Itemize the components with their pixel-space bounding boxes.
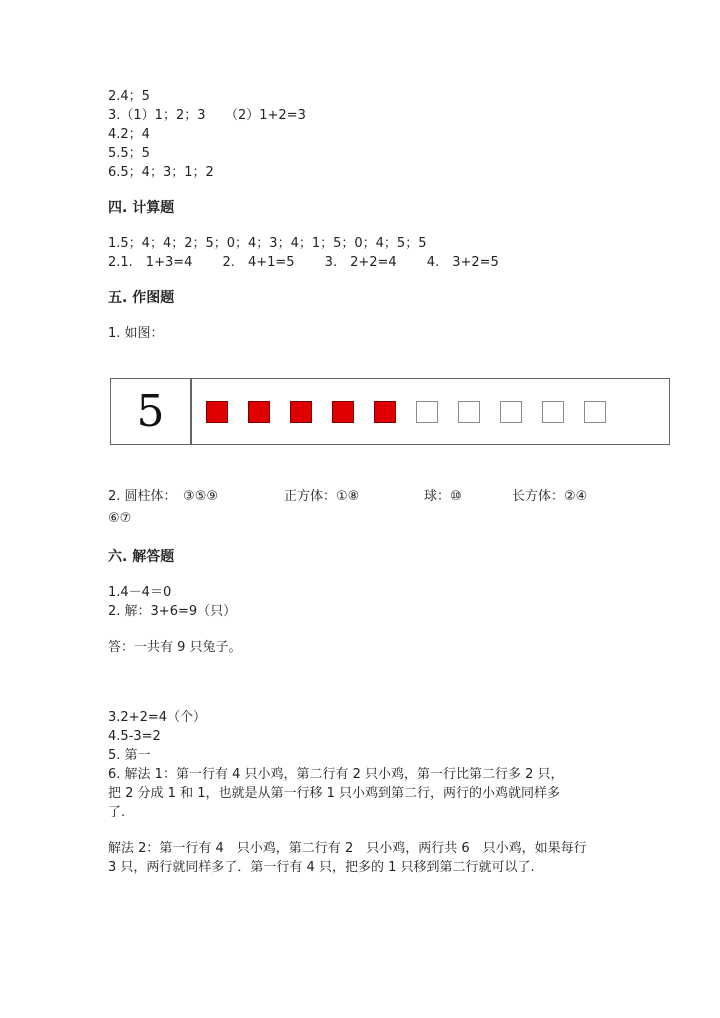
- answer-line: 2. 解：3+6=9（只）: [108, 604, 237, 619]
- answer-line: 解法 2：第一行有 4 只小鸡，第二行有 2 只小鸡，两行共 6 只小鸡，如果每行: [108, 841, 587, 856]
- empty-square: [458, 401, 480, 423]
- shape-answer-cylinder: 2. 圆柱体： ③⑤⑨: [108, 489, 218, 504]
- empty-square: [500, 401, 522, 423]
- answer-line: 4.2；4: [108, 127, 150, 142]
- empty-square: [542, 401, 564, 423]
- empty-square: [416, 401, 438, 423]
- answer-line: 6.5；4；3；1；2: [108, 165, 214, 180]
- filled-square: [206, 401, 228, 423]
- answer-line: 1. 如图：: [108, 326, 164, 341]
- figure-digit: 5: [111, 379, 192, 444]
- answer-line: 5.5；5: [108, 146, 150, 161]
- answer-line: 1.4－4＝0: [108, 585, 172, 600]
- shape-answer-cuboid-continued: ⑥⑦: [108, 511, 132, 526]
- answer-line: 6. 解法 1：第一行有 4 只小鸡，第二行有 2 只小鸡，第一行比第二行多 2 只，: [108, 767, 564, 782]
- shape-answer-cube: 正方体：①⑧: [284, 489, 360, 504]
- answer-line: 2.4；5: [108, 89, 150, 104]
- number-squares-figure: [110, 378, 670, 445]
- shape-answer-cuboid: 长方体：②④: [512, 489, 588, 504]
- filled-square: [332, 401, 354, 423]
- answer-line: 把 2 分成 1 和 1，也就是从第一行移 1 只小鸡到第二行，两行的小鸡就同样多: [108, 786, 561, 801]
- answer-line: 3.（1）1；2；3 （2）1+2=3: [108, 108, 306, 123]
- answer-line: 4.5-3=2: [108, 729, 161, 744]
- answer-line: 2.1. 1+3=4 2. 4+1=5 3. 2+2=4 4. 3+2=5: [108, 255, 499, 270]
- section-heading-word-problems: 六. 解答题: [108, 549, 175, 565]
- filled-square: [248, 401, 270, 423]
- answer-line: 答：一共有 9 只兔子。: [108, 640, 242, 655]
- answer-line: 了.: [108, 805, 126, 820]
- filled-square: [374, 401, 396, 423]
- filled-square: [290, 401, 312, 423]
- answer-line: 3.2+2=4（个）: [108, 710, 207, 725]
- section-heading-drawing: 五. 作图题: [108, 290, 175, 306]
- answer-line: 5. 第一: [108, 748, 151, 763]
- section-heading-calculation: 四. 计算题: [108, 200, 175, 216]
- square-row: [192, 379, 669, 444]
- answer-line: 1.5；4；4；2；5；0；4；3；4；1；5；0；4；5；5: [108, 236, 427, 251]
- shape-answer-sphere: 球：⑩: [424, 489, 462, 504]
- answer-line: 3 只，两行就同样多了．第一行有 4 只，把多的 1 只移到第二行就可以了.: [108, 860, 535, 875]
- empty-square: [584, 401, 606, 423]
